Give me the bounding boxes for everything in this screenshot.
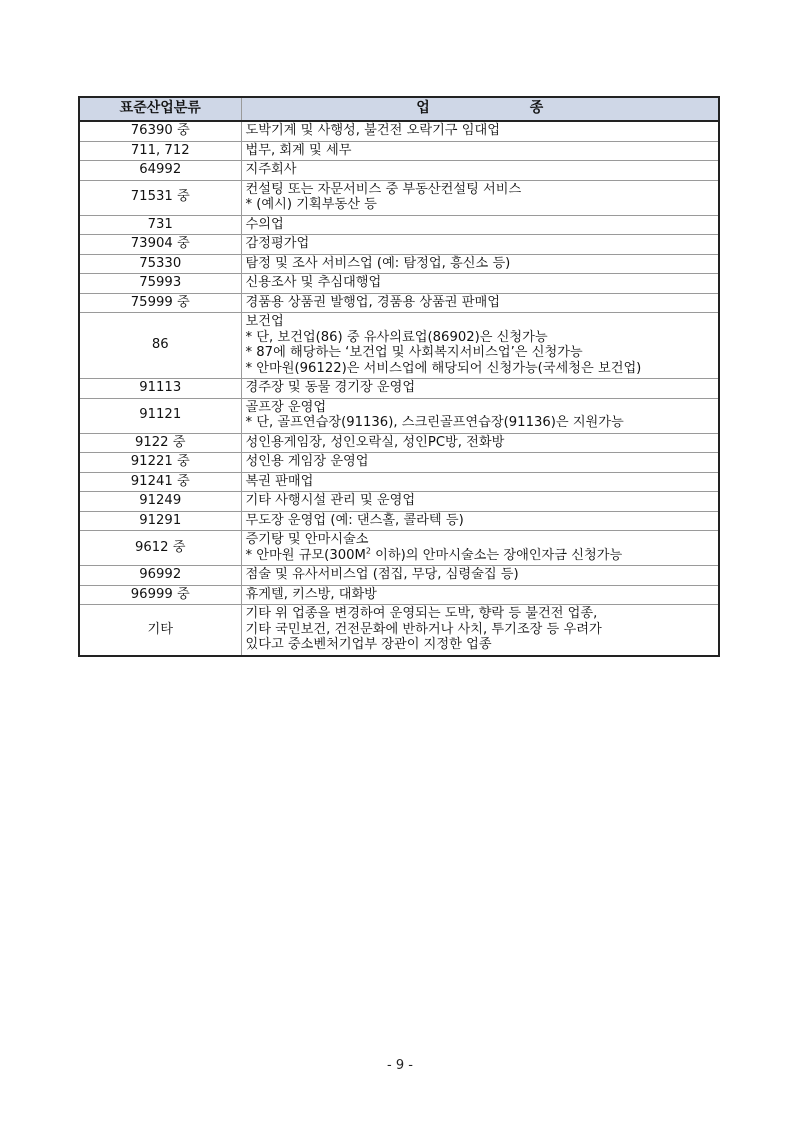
table-row [79,235,719,255]
table-row [79,453,719,473]
business-type-cell [241,398,719,433]
table-row [79,293,719,313]
industry-code-cell: 96999 중 [79,585,241,605]
table-row [79,492,719,512]
business-line: 보건업 [245,314,284,329]
industry-code-cell: 75999 중 [79,293,241,313]
table-row [79,161,719,181]
business-line: * (예시) 기획부동산 등 [245,197,377,212]
industry-code-cell: 64992 [79,161,241,181]
business-line: 성인용 게임장 운영업 [245,454,369,469]
table-row [79,531,719,566]
table-row [79,215,719,235]
business-line: 도박기계 및 사행성, 불건전 오락기구 임대업 [245,123,500,138]
business-type-cell [241,313,719,379]
business-line: 탐정 및 조사 서비스업 (예: 탐정업, 흥신소 등) [245,255,511,271]
business-line: 성인용게임장, 성인오락실, 성인PC방, 전화방 [245,434,505,450]
business-note-line [246,548,715,564]
business-type-cell [241,531,719,566]
header-business-part2: 종 [529,100,544,117]
business-line: 법무, 회계 및 세무 [245,142,352,158]
table-row [79,472,719,492]
table-row [79,254,719,274]
industry-code-cell: 96992 [79,566,241,586]
table-row [79,566,719,586]
business-type-cell [241,472,719,492]
industry-code-cell: 71531 중 [79,180,241,215]
header-business-part1: 업 [416,100,430,117]
industry-code-cell: 91113 [79,379,241,399]
excluded-industries-table [78,96,720,657]
business-type-cell [241,180,719,215]
business-line: 경주장 및 동물 경기장 운영업 [245,380,416,395]
business-type-cell [241,293,719,313]
table-row [79,511,719,531]
business-line: 기타 위 업종을 변경하여 운영되는 도박, 향락 등 불건전 업종, [245,606,598,621]
business-type-cell [241,161,719,181]
table-row [79,180,719,215]
business-line: 신용조사 및 추심대행업 [245,275,382,290]
business-type-cell [241,511,719,531]
business-line: 휴게텔, 키스방, 대화방 [245,586,377,602]
business-line: 기타 국민보건, 건전문화에 반하거나 사치, 투기조장 등 우려가 [245,621,602,637]
page-number: - 9 - [387,1058,413,1073]
industry-code-cell: 711, 712 [79,141,241,161]
business-type-cell [241,274,719,294]
industry-code-cell: 9122 중 [79,433,241,453]
business-type-cell [241,453,719,473]
business-line: 컨설팅 또는 자문서비스 중 부동산컨설팅 서비스 [245,181,522,197]
business-line: * 안마원(96122)은 서비스업에 해당되어 신청가능(국세청은 보건업) [245,360,642,376]
business-type-cell [241,492,719,512]
business-line: 지주회사 [245,162,297,177]
industry-code-cell: 86 [79,313,241,379]
business-line: * 단, 골프연습장(91136), 스크린골프연습장(91136)은 지원가능 [245,415,624,430]
industry-code-cell: 91121 [79,398,241,433]
industry-code-cell: 76390 중 [79,121,241,141]
header-business [241,97,719,121]
business-type-cell [241,585,719,605]
business-line: 있다고 중소벤처기업부 장관이 지정한 업종 [245,637,492,652]
header-code: 표준산업분류 [79,97,241,121]
business-line: * 단, 보건업(86) 중 유사의료업(86902)은 신청가능 [245,329,548,345]
table-body [79,121,719,656]
note-text-after: 이하)의 안마시술소는 장애인자금 신청가능 [370,547,623,563]
business-type-cell [241,235,719,255]
table-row [79,313,719,379]
industry-code-cell: 기타 [79,605,241,656]
table-row [79,605,719,656]
business-type-cell [241,254,719,274]
business-line: 수의업 [245,216,284,232]
table-row [79,379,719,399]
industry-code-cell: 9612 중 [79,531,241,566]
industry-code-cell: 91241 중 [79,472,241,492]
industry-code-cell: 75993 [79,274,241,294]
table-row [79,121,719,141]
industry-code-cell: 91221 중 [79,453,241,473]
business-line: 증기탕 및 안마시술소 [245,532,369,547]
business-line: 경품용 상품권 발행업, 경품용 상품권 판매업 [245,294,500,310]
table-row [79,274,719,294]
business-type-cell [241,379,719,399]
industry-code-cell: 91291 [79,511,241,531]
industry-code-cell: 75330 [79,254,241,274]
business-type-cell [241,566,719,586]
table-row [79,398,719,433]
note-text-before: * 안마원 규모(300M [245,547,366,563]
business-type-cell [241,433,719,453]
business-type-cell [241,605,719,656]
table-row [79,433,719,453]
business-line: 무도장 운영업 (예: 댄스홀, 콜라텍 등) [245,512,464,528]
industry-code-cell: 731 [79,215,241,235]
industry-code-cell: 73904 중 [79,235,241,255]
business-line: * 87에 해당하는 ‘보건업 및 사회복지서비스업’은 신청가능 [245,345,583,360]
table-row [79,141,719,161]
business-type-cell [241,141,719,161]
industry-code-cell: 91249 [79,492,241,512]
business-type-cell [241,121,719,141]
business-line: 기타 사행시설 관리 및 운영업 [245,493,416,508]
business-line: 골프장 운영업 [245,399,327,415]
table-row [79,585,719,605]
business-line: 점술 및 유사서비스업 (점집, 무당, 심령술집 등) [245,567,519,582]
business-type-cell [241,215,719,235]
business-line: 복권 판매업 [245,473,314,489]
table-header-row [79,97,719,121]
business-line: 감정평가업 [245,236,310,251]
note-superscript: 2 [365,546,371,556]
